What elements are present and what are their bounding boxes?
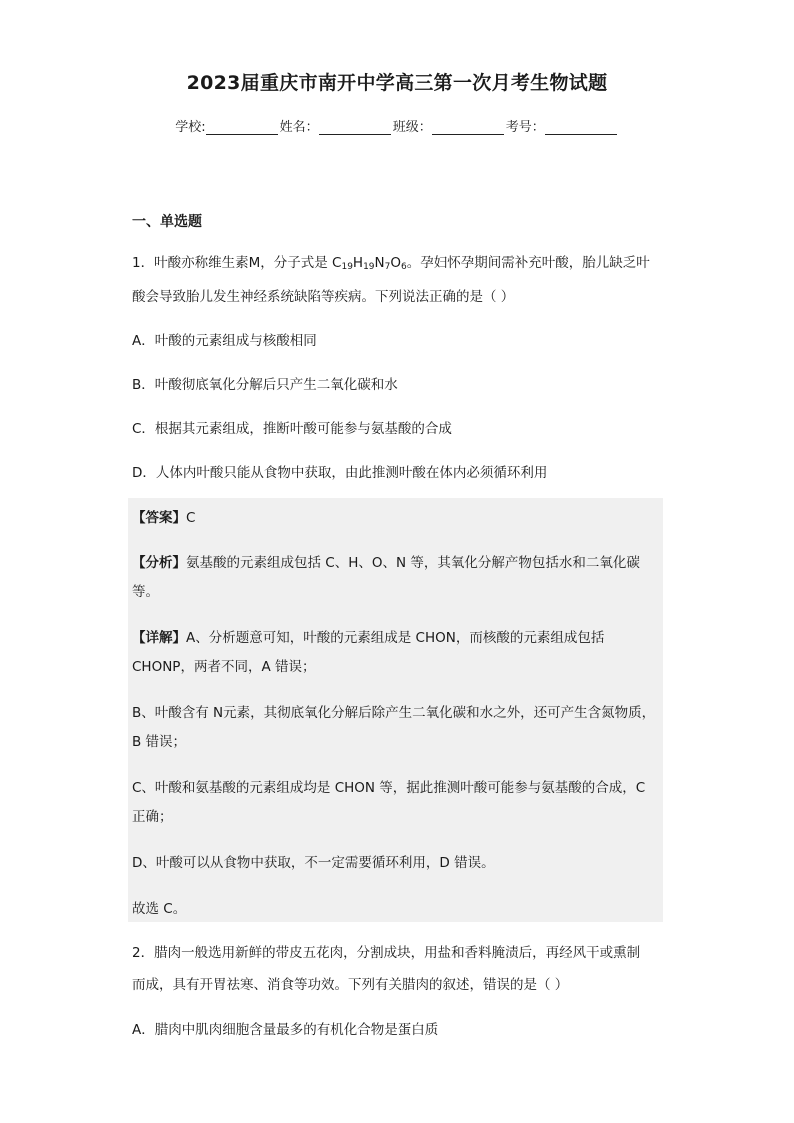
q1-detail-line2: CHONP，两者不同，A 错误； — [132, 659, 316, 675]
q1-option-d: D．人体内叶酸只能从食物中获取，由此推测叶酸在体内必须循环利用 — [132, 465, 548, 481]
formula-element: O — [390, 255, 402, 271]
document-title: 2023届重庆市南开中学高三第一次月考生物试题 — [186, 72, 608, 94]
formula-sub: 19 — [363, 262, 375, 272]
q1-detail-line7: D、叶酸可以从食物中获取，不一定需要循环利用，D 错误。 — [132, 855, 495, 871]
q1-detail-line5: C、叶酸和氨基酸的元素组成均是 CHON 等，据此推测叶酸可能参与氨基酸的合成，C — [132, 780, 646, 796]
q2-option-a: A．腊肉中肌肉细胞含量最多的有机化合物是蛋白质 — [132, 1022, 439, 1038]
name-blank[interactable] — [319, 121, 391, 135]
formula-sub: 19 — [341, 262, 353, 272]
number-label: 考号： — [505, 120, 545, 135]
q1-analysis-line1 — [132, 551, 662, 571]
class-blank[interactable] — [432, 121, 504, 135]
q2-stem-line1: 2．腊肉一般选用新鲜的带皮五花肉，分割成块，用盐和香料腌渍后，再经风干或熏制 — [132, 945, 641, 961]
school-label: 学校: — [175, 120, 206, 135]
q1-answer — [132, 506, 662, 526]
q1-analysis-line2: 等。 — [132, 584, 159, 600]
answer-label: 【答案】 — [132, 510, 186, 526]
q1-option-c: C．根据其元素组成，推断叶酸可能参与氨基酸的合成 — [132, 421, 452, 437]
q1-conclusion: 故选 C。 — [132, 901, 187, 917]
answer-value: C — [186, 510, 196, 526]
q1-stem-text: 。孕妇怀孕期间需补充叶酸，胎儿缺乏叶 — [406, 255, 650, 271]
formula-sub: 6 — [401, 262, 407, 272]
detail-label: 【详解】 — [132, 630, 186, 646]
formula-element: N — [374, 255, 385, 271]
formula-element: H — [352, 255, 364, 271]
q1-detail-line3: B、叶酸含有 N元素，其彻底氧化分解后除产生二氧化碳和水之外，还可产生含氮物质， — [132, 705, 656, 721]
q1-option-a: A．叶酸的元素组成与核酸相同 — [132, 333, 317, 349]
detail-text: A、分析题意可知，叶酸的元素组成是 CHON，而核酸的元素组成包括 — [186, 630, 605, 646]
name-label: 姓名： — [279, 120, 319, 135]
q2-stem-line2: 而成，具有开胃祛寒、消食等功效。下列有关腊肉的叙述，错误的是（ ） — [132, 977, 569, 993]
q1-detail-line1 — [132, 626, 662, 646]
q1-stem-line2: 酸会导致胎儿发生神经系统缺陷等疾病。下列说法正确的是（ ） — [132, 289, 515, 305]
student-info-line — [0, 116, 794, 135]
q1-detail-line6: 正确； — [132, 809, 173, 825]
school-blank[interactable] — [206, 121, 278, 135]
q1-detail-line4: B 错误； — [132, 734, 187, 750]
analysis-label: 【分析】 — [132, 555, 186, 571]
q1-stem-text: 1．叶酸亦称维生素M，分子式是 C — [132, 255, 342, 271]
number-blank[interactable] — [545, 121, 617, 135]
class-label: 班级： — [392, 120, 432, 135]
formula-sub: 7 — [384, 262, 391, 272]
q1-stem-line1 — [132, 251, 662, 272]
section-title: 一、单选题 — [132, 214, 202, 230]
q1-option-b: B．叶酸彻底氧化分解后只产生二氧化碳和水 — [132, 377, 398, 393]
analysis-text: 氨基酸的元素组成包括 C、H、O、N 等，其氧化分解产物包括水和二氧化碳 — [186, 555, 640, 571]
